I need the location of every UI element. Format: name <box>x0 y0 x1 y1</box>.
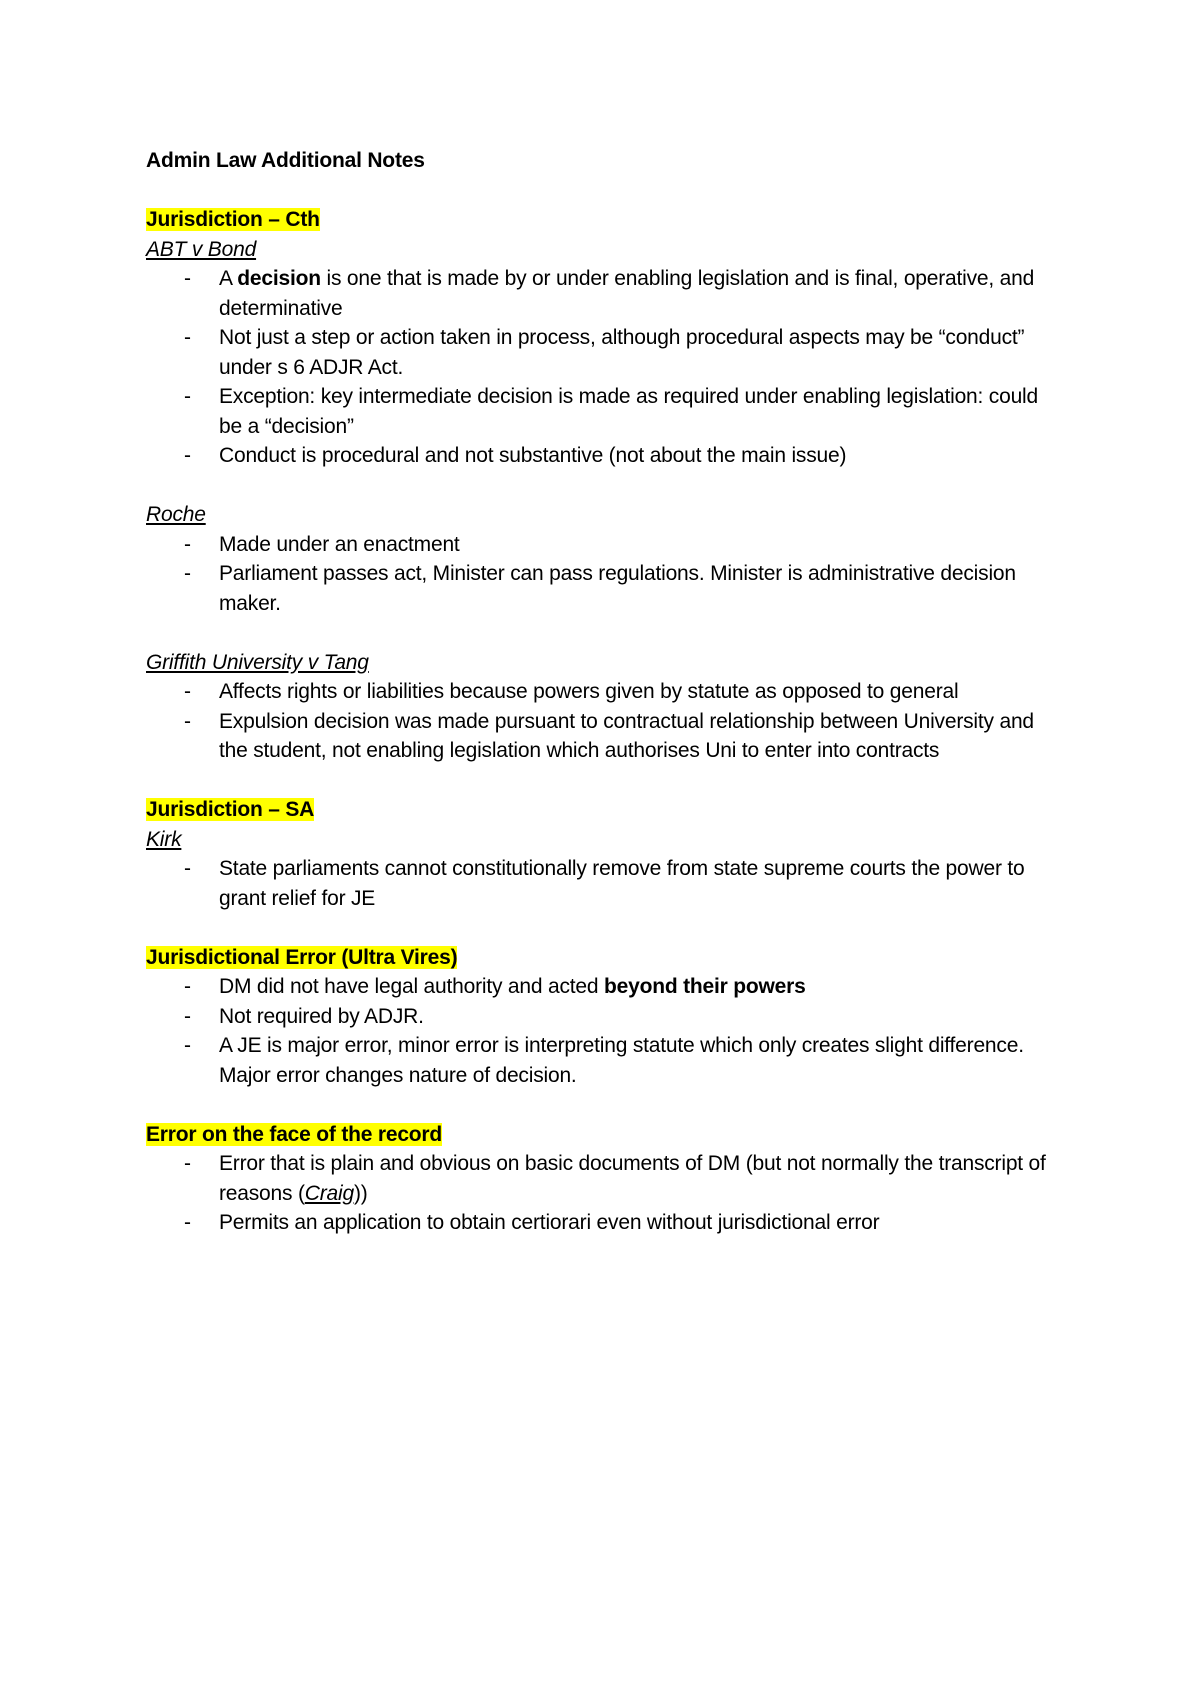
blank-line <box>146 618 1066 648</box>
bullet-dash: - <box>184 385 191 408</box>
list-item: - Not just a step or action taken in process, although procedural aspects may be “conduct” under s 6 ADJR Act. <box>146 323 1066 382</box>
list-item: - Parliament passes act, Minister can pass regulations. Minister is administrative decision maker. <box>146 559 1066 618</box>
list-item: - State parliaments cannot constitutionally remove from state supreme courts the power to grant relief for JE <box>146 854 1066 913</box>
list-item: - A JE is major error, minor error is interpreting statute which only creates slight difference. Major error changes nature of decision. <box>146 1031 1066 1090</box>
bullet-dash: - <box>184 1034 191 1057</box>
bullet-dash: - <box>184 680 191 703</box>
blank-line <box>146 913 1066 943</box>
section-heading-jurisdictional-error: Jurisdictional Error (Ultra Vires) <box>146 945 458 969</box>
list-item: - DM did not have legal authority and acted beyond their powers <box>146 972 1066 1002</box>
document-title: Admin Law Additional Notes <box>146 149 425 172</box>
section-heading-jurisdiction-sa: Jurisdiction – SA <box>146 798 315 821</box>
list-item: - Made under an enactment <box>146 530 1066 560</box>
bullet-dash: - <box>184 444 191 467</box>
blank-line <box>146 766 1066 796</box>
list-item: - Conduct is procedural and not substantive (not about the main issue) <box>146 441 1066 471</box>
bullet-list-abt-v-bond <box>146 264 1066 471</box>
bullet-list-kirk <box>146 854 1066 913</box>
inline-case-name: Craig <box>304 1181 354 1205</box>
list-item: - Permits an application to obtain certiorari even without jurisdictional error <box>146 1208 1066 1238</box>
bullet-list-jurisdictional-error <box>146 972 1066 1090</box>
bullet-dash: - <box>184 1152 191 1175</box>
section-heading-jurisdiction-cth: Jurisdiction – Cth <box>146 208 320 231</box>
blank-line <box>146 176 1066 206</box>
case-name-roche: Roche <box>146 503 206 526</box>
blank-line <box>146 471 1066 501</box>
list-item: - A decision is one that is made by or under enabling legislation and is final, operative, and determinative <box>146 264 1066 323</box>
bullet-dash: - <box>184 562 191 585</box>
case-name-abt-v-bond: ABT v Bond <box>146 237 257 261</box>
list-item: - Exception: key intermediate decision is made as required under enabling legislation: could be a “decision” <box>146 382 1066 441</box>
document-body <box>146 146 1066 1238</box>
bullet-list-griffith-v-tang <box>146 677 1066 766</box>
bold-term: decision <box>237 267 321 290</box>
list-item: - Affects rights or liabilities because powers given by statute as opposed to general <box>146 677 1066 707</box>
blank-line <box>146 1090 1066 1120</box>
bullet-dash: - <box>184 267 191 290</box>
list-item: - Error that is plain and obvious on basic documents of DM (but not normally the transcript of reasons (Craig)) <box>146 1149 1066 1208</box>
bullet-list-roche <box>146 530 1066 619</box>
case-name-kirk: Kirk <box>146 827 182 851</box>
list-item: - Expulsion decision was made pursuant to contractual relationship between University and the student, not enabling legislation which authorises Uni to enter into contracts <box>146 707 1066 766</box>
list-item: - Not required by ADJR. <box>146 1002 1066 1032</box>
bullet-list-error-on-face <box>146 1149 1066 1238</box>
bullet-dash: - <box>184 532 191 556</box>
bullet-dash: - <box>184 1211 191 1234</box>
bullet-dash: - <box>184 857 191 880</box>
bullet-dash: - <box>184 975 191 998</box>
bold-term: beyond their powers <box>604 975 806 998</box>
bullet-dash: - <box>184 326 191 349</box>
section-heading-error-on-face-of-record: Error on the face of the record <box>146 1122 443 1146</box>
case-name-griffith-v-tang: Griffith University v Tang <box>146 650 369 674</box>
bullet-dash: - <box>184 709 191 733</box>
bullet-dash: - <box>184 1004 191 1028</box>
